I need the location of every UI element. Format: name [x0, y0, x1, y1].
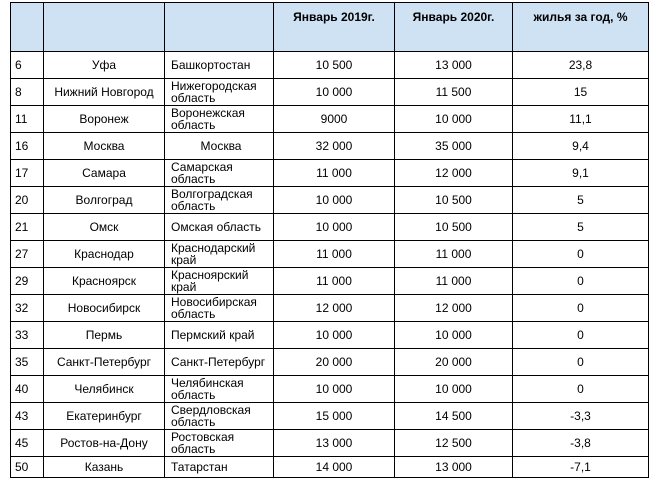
table-row: [11, 160, 649, 187]
price-2020-cell: 20 000: [395, 349, 513, 376]
city-cell: Санкт-Петербург: [44, 349, 165, 376]
change-percent-cell: -7,1: [513, 457, 649, 478]
price-2020-cell: 35 000: [395, 133, 513, 160]
city-cell: Новосибирск: [44, 295, 165, 322]
region-cell: Волгоградская область: [165, 187, 274, 214]
table-row: [11, 214, 649, 241]
city-cell: Ростов-на-Дону: [44, 430, 165, 457]
region-cell: Нижегородская область: [165, 79, 274, 106]
rank-cell: 40: [11, 376, 44, 403]
price-2019-cell: 15 000: [274, 403, 395, 430]
rank-cell: 45: [11, 430, 44, 457]
city-cell: Омск: [44, 214, 165, 241]
table-row: [11, 403, 649, 430]
header-january-2019: Январь 2019г.: [274, 3, 395, 52]
change-percent-cell: 0: [513, 376, 649, 403]
city-cell: Екатеринбург: [44, 403, 165, 430]
city-cell: Москва: [44, 133, 165, 160]
change-percent-cell: 9,4: [513, 133, 649, 160]
table-row: [11, 295, 649, 322]
change-percent-cell: -3,3: [513, 403, 649, 430]
price-2020-cell: 11 000: [395, 268, 513, 295]
price-2019-cell: 10 000: [274, 376, 395, 403]
change-percent-cell: 0: [513, 268, 649, 295]
table-row: [11, 349, 649, 376]
price-2019-cell: 13 000: [274, 430, 395, 457]
rank-cell: 33: [11, 322, 44, 349]
change-percent-cell: 5: [513, 187, 649, 214]
price-2020-cell: 13 000: [395, 457, 513, 478]
price-2019-cell: 12 000: [274, 295, 395, 322]
city-cell: Красноярск: [44, 268, 165, 295]
change-percent-cell: 0: [513, 241, 649, 268]
rank-cell: 35: [11, 349, 44, 376]
table-row: [11, 241, 649, 268]
city-cell: Краснодар: [44, 241, 165, 268]
price-2019-cell: 10 000: [274, 214, 395, 241]
region-cell: Челябинская область: [165, 376, 274, 403]
rank-cell: 20: [11, 187, 44, 214]
price-2020-cell: 10 000: [395, 376, 513, 403]
city-cell: Волгоград: [44, 187, 165, 214]
header-change-percent: жилья за год, %: [513, 3, 649, 52]
rank-cell: 11: [11, 106, 44, 133]
city-cell: Казань: [44, 457, 165, 478]
region-cell: Свердловская область: [165, 403, 274, 430]
rank-cell: 16: [11, 133, 44, 160]
header-january-2020: Январь 2020г.: [395, 3, 513, 52]
table-row: [11, 187, 649, 214]
table-row: [11, 52, 649, 79]
city-cell: Пермь: [44, 322, 165, 349]
change-percent-cell: 15: [513, 79, 649, 106]
rank-cell: 6: [11, 52, 44, 79]
table-header-row: [11, 3, 649, 52]
price-2019-cell: 14 000: [274, 457, 395, 478]
price-2019-cell: 10 000: [274, 187, 395, 214]
price-2020-cell: 12 500: [395, 430, 513, 457]
price-2020-cell: 14 500: [395, 403, 513, 430]
region-cell: Новосибирская область: [165, 295, 274, 322]
city-cell: Челябинск: [44, 376, 165, 403]
change-percent-cell: 0: [513, 349, 649, 376]
region-cell: Самарская область: [165, 160, 274, 187]
header-city: [44, 3, 165, 52]
rank-cell: 8: [11, 79, 44, 106]
change-percent-cell: 11,1: [513, 106, 649, 133]
header-region: [165, 3, 274, 52]
table-row: [11, 457, 649, 478]
price-2020-cell: 12 000: [395, 160, 513, 187]
price-2019-cell: 11 000: [274, 160, 395, 187]
rank-cell: 17: [11, 160, 44, 187]
rank-cell: 32: [11, 295, 44, 322]
price-2019-cell: 11 000: [274, 268, 395, 295]
change-percent-cell: 9,1: [513, 160, 649, 187]
region-cell: Воронежская область: [165, 106, 274, 133]
region-cell: Омская область: [165, 214, 274, 241]
price-2019-cell: 32 000: [274, 133, 395, 160]
region-cell: Пермский край: [165, 322, 274, 349]
city-cell: Воронеж: [44, 106, 165, 133]
change-percent-cell: 23,8: [513, 52, 649, 79]
table-row: [11, 133, 649, 160]
region-cell: Красноярский край: [165, 268, 274, 295]
price-2019-cell: 9000: [274, 106, 395, 133]
header-rank: [11, 3, 44, 52]
city-cell: Уфа: [44, 52, 165, 79]
rank-cell: 50: [11, 457, 44, 478]
rank-cell: 21: [11, 214, 44, 241]
rank-cell: 43: [11, 403, 44, 430]
city-cell: Самара: [44, 160, 165, 187]
rent-price-table: [10, 2, 649, 478]
region-cell: Татарстан: [165, 457, 274, 478]
price-2019-cell: 10 500: [274, 52, 395, 79]
region-cell: Москва: [165, 133, 274, 160]
region-cell: Краснодарский край: [165, 241, 274, 268]
region-cell: Башкортостан: [165, 52, 274, 79]
rank-cell: 27: [11, 241, 44, 268]
rent-table-container: [10, 2, 649, 478]
region-cell: Ростовская область: [165, 430, 274, 457]
price-2020-cell: 10 000: [395, 106, 513, 133]
price-2020-cell: 10 000: [395, 322, 513, 349]
table-row: [11, 430, 649, 457]
region-cell: Санкт-Петербург: [165, 349, 274, 376]
table-row: [11, 106, 649, 133]
table-row: [11, 79, 649, 106]
change-percent-cell: 5: [513, 214, 649, 241]
city-cell: Нижний Новгород: [44, 79, 165, 106]
price-2020-cell: 12 000: [395, 295, 513, 322]
rank-cell: 29: [11, 268, 44, 295]
price-2019-cell: 11 000: [274, 241, 395, 268]
price-2019-cell: 10 000: [274, 322, 395, 349]
price-2020-cell: 13 000: [395, 52, 513, 79]
price-2020-cell: 11 000: [395, 241, 513, 268]
price-2020-cell: 10 500: [395, 187, 513, 214]
table-row: [11, 322, 649, 349]
table-row: [11, 376, 649, 403]
price-2020-cell: 11 500: [395, 79, 513, 106]
table-row: [11, 268, 649, 295]
price-2019-cell: 20 000: [274, 349, 395, 376]
change-percent-cell: -3,8: [513, 430, 649, 457]
change-percent-cell: 0: [513, 322, 649, 349]
table-body: [11, 52, 649, 478]
price-2019-cell: 10 000: [274, 79, 395, 106]
price-2020-cell: 10 500: [395, 214, 513, 241]
change-percent-cell: 0: [513, 295, 649, 322]
